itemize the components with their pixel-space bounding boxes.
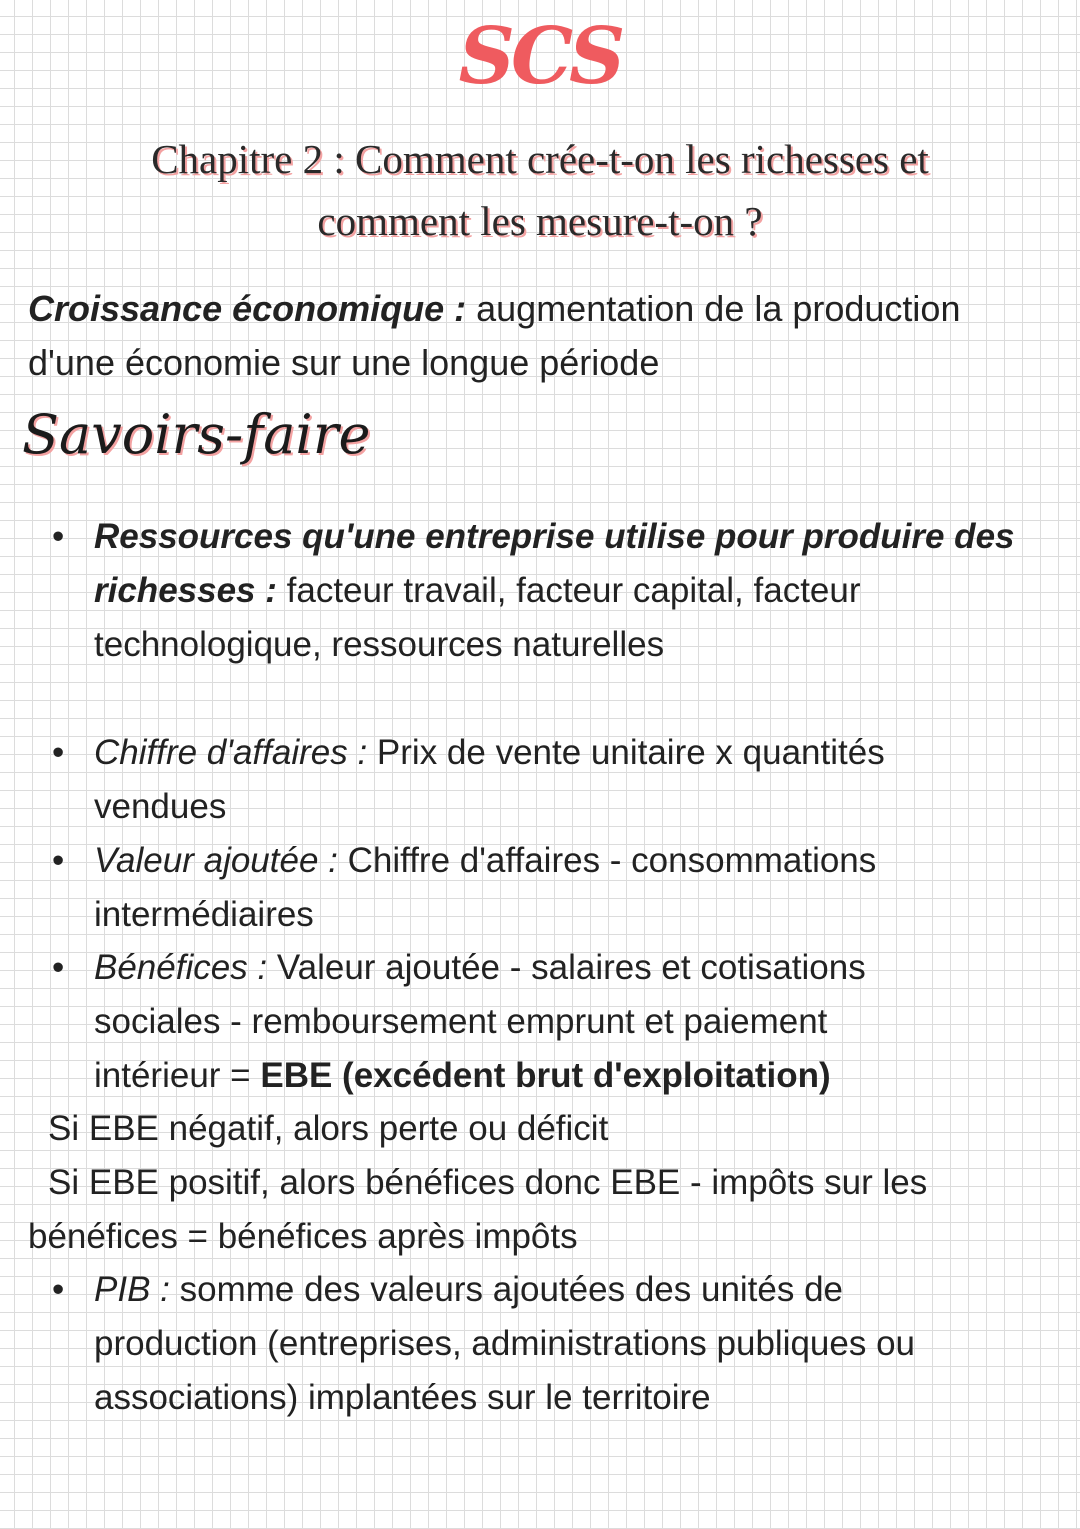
benefices-term: Bénéfices :	[94, 948, 268, 987]
chiffre-text-2: vendues	[94, 787, 227, 826]
benefices-text-3: intérieur =	[94, 1056, 261, 1095]
pib-term: PIB :	[94, 1270, 170, 1309]
valeur-text-1: Chiffre d'affaires - consommations	[337, 841, 877, 880]
bullet: •	[52, 1270, 65, 1309]
scs-logo: SCS	[458, 11, 622, 102]
pib-text-2: production (entreprises, administrations publiques ou	[94, 1324, 916, 1363]
bullet: •	[52, 948, 65, 987]
chiffre-term: Chiffre d'affaires :	[94, 733, 368, 772]
benefices-ebe: EBE (excédent brut d'exploitation)	[260, 1056, 831, 1095]
ressources-text-2: facteur travail, facteur capital, facteur	[276, 571, 861, 610]
ebe-negatif-text: Si EBE négatif, alors perte ou déficit	[48, 1109, 609, 1148]
bullet: •	[52, 841, 65, 880]
title-line-1: Chapitre 2 : Comment crée-t-on les richesses et	[151, 136, 929, 182]
valeur-term: Valeur ajoutée :	[94, 841, 338, 880]
benefices-text-1: Valeur ajoutée - salaires et cotisations	[267, 948, 866, 987]
ressources-term-1: Ressources qu'une entreprise utilise pour produire des	[94, 517, 1015, 556]
pib-text-3: associations) implantées sur le territoire	[94, 1378, 711, 1417]
ressources-term-2: richesses :	[94, 571, 277, 610]
definition-croissance	[28, 282, 1048, 390]
bullet: •	[52, 733, 65, 772]
chapter-title	[60, 128, 1020, 252]
section-title-savoirs-faire: Savoirs-faire	[22, 403, 371, 466]
definition-text-1: augmentation de la production	[466, 288, 961, 329]
ebe-positif-text-1: Si EBE positif, alors bénéfices donc EBE - impôts sur les	[48, 1163, 928, 1202]
definition-text-2: d'une économie sur une longue période	[28, 342, 660, 383]
title-line-2: comment les mesure-t-on ?	[317, 198, 763, 244]
valeur-text-2: intermédiaires	[94, 895, 314, 934]
ebe-positif-text-2: bénéfices = bénéfices après impôts	[28, 1217, 578, 1256]
chiffre-text-1: Prix de vente unitaire x quantités	[367, 733, 885, 772]
ressources-text-3: technologique, ressources naturelles	[94, 625, 665, 664]
bullet: •	[52, 517, 65, 556]
benefices-text-2: sociales - remboursement emprunt et paiement	[94, 1002, 828, 1041]
pib-text-1: somme des valeurs ajoutées des unités de	[169, 1270, 844, 1309]
definition-term: Croissance économique :	[28, 288, 467, 329]
